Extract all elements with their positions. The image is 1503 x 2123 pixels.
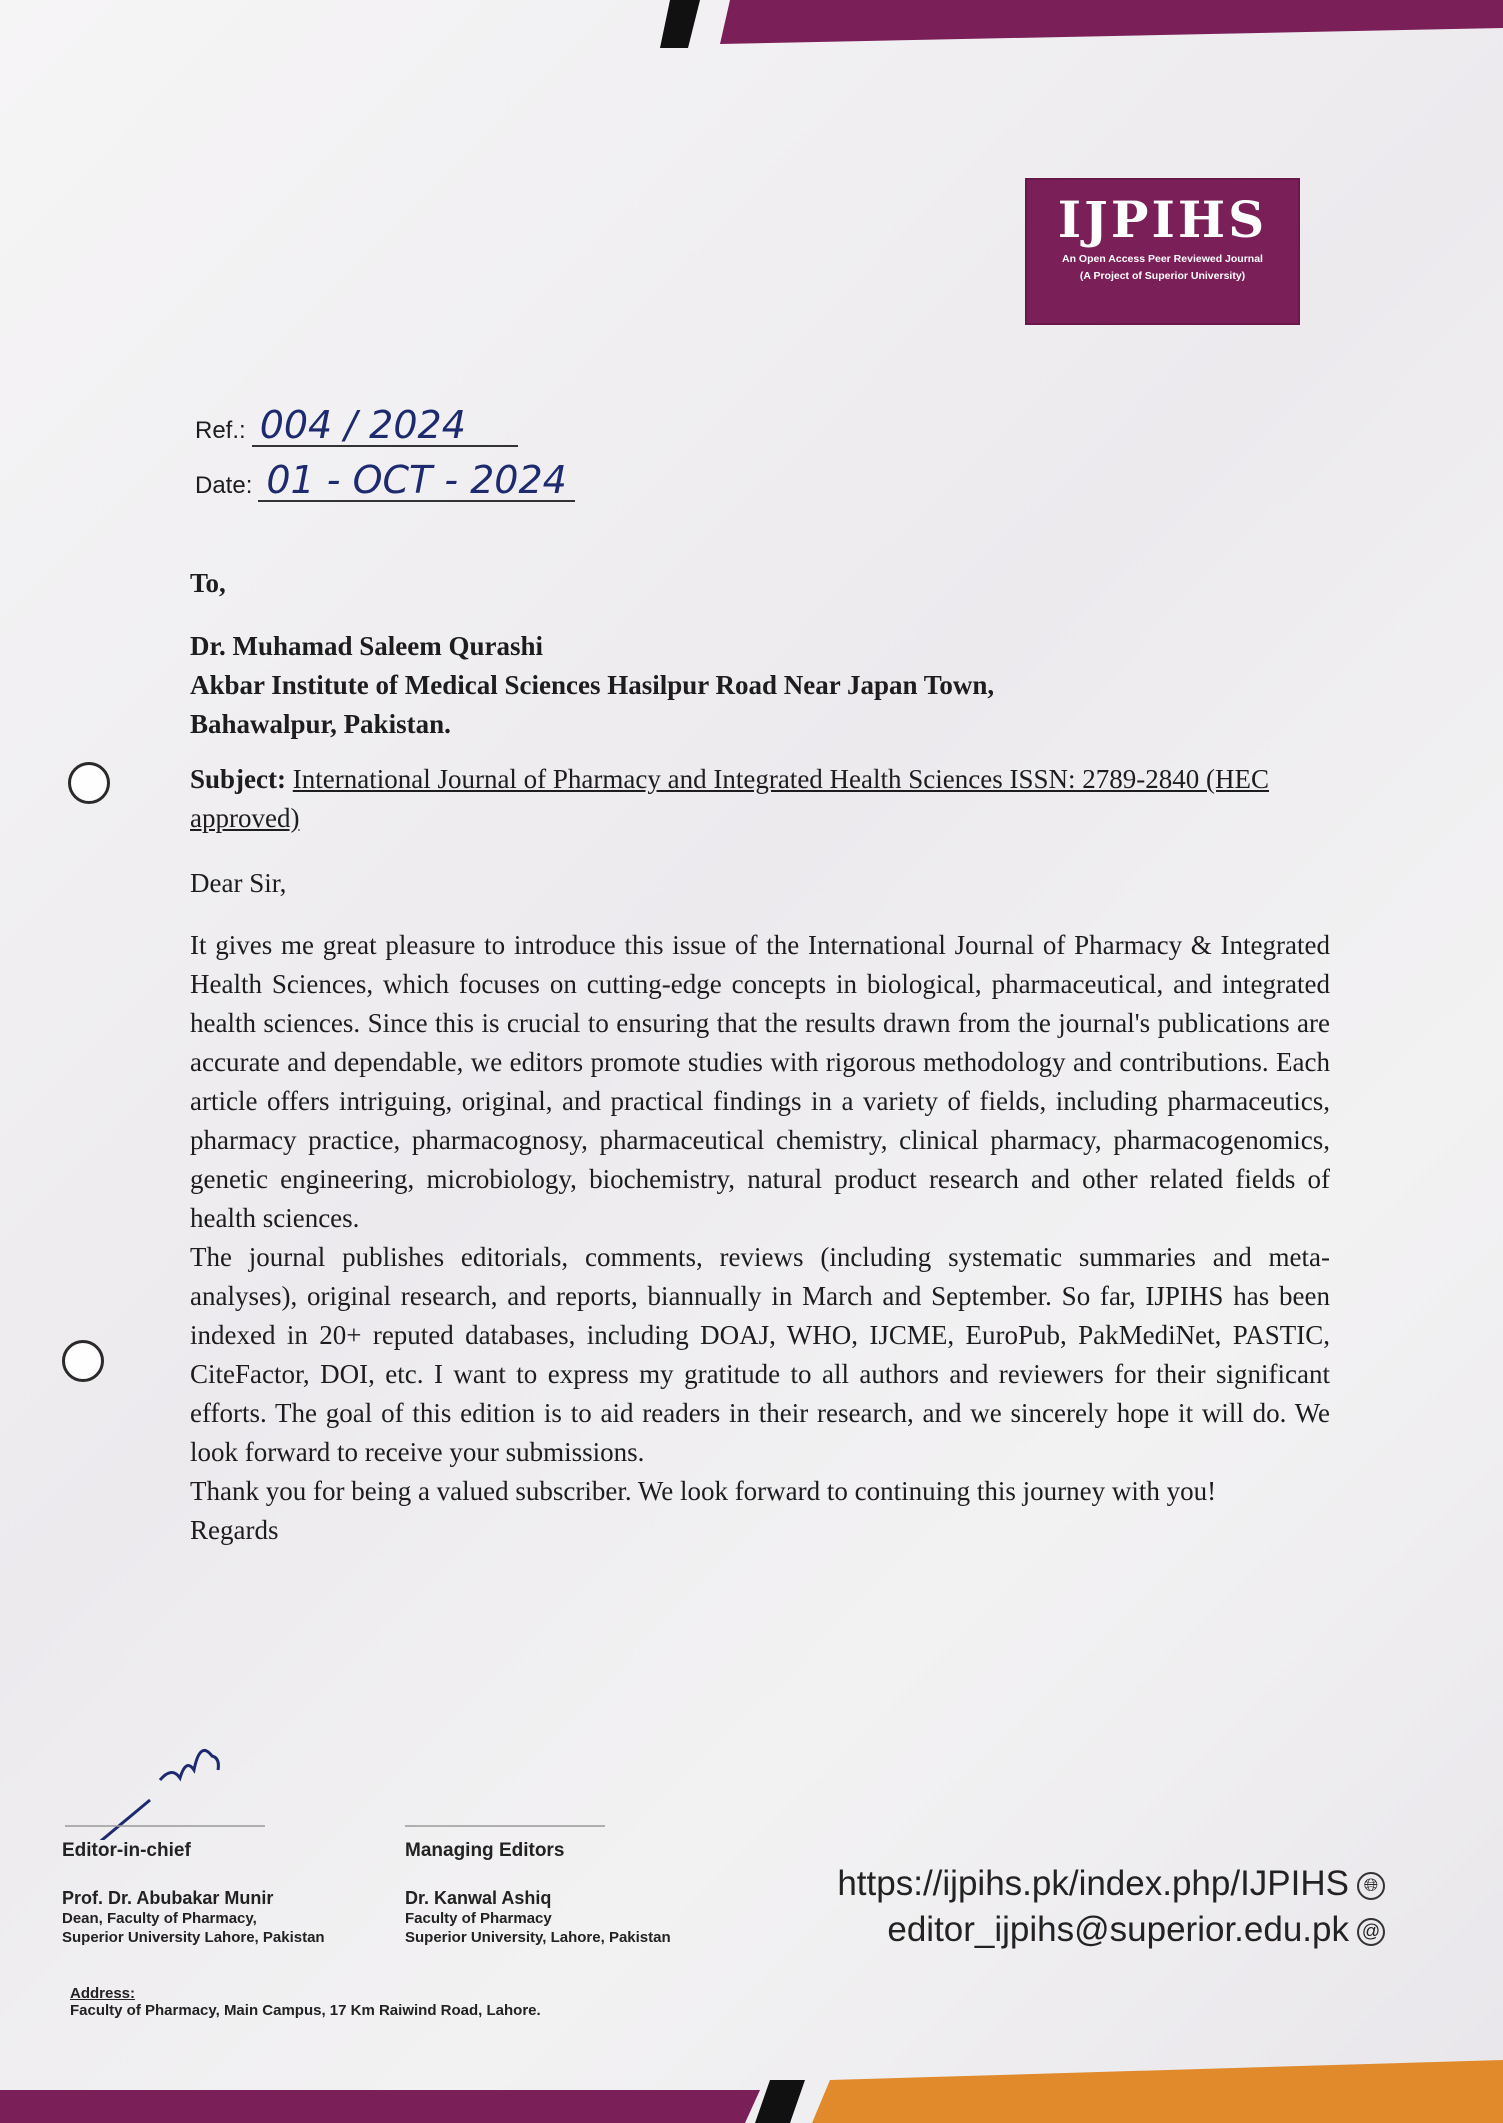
body-paragraph-2: The journal publishes editorials, comments, reviews (including systematic summaries and meta-analyses), original research, and reports, biannually in March and September. So far, IJPIHS has been indexed in 20+ reputed databases, including DOAJ, WHO, IJCME, EuroPub, PakMediNet, PASTIC, CiteFactor, DOI, etc. I want to express my gratitude to all authors and reviewers for their significant efforts. The goal of this edition is to aid readers in their research, and we sincerely hope it will do. We look forward to receive your submissions. (190, 1242, 1330, 1467)
letter-body (190, 926, 1330, 1550)
header-black-stripe (660, 0, 700, 48)
editor-in-chief-line-1: Dean, Faculty of Pharmacy, (62, 1910, 257, 1927)
managing-editors-block (405, 1840, 671, 1947)
address-label: Address: (70, 1985, 136, 2002)
editor-signature (60, 1700, 260, 1840)
footer-orange-band (812, 2060, 1503, 2123)
email-link[interactable]: editor_ijpihs@superior.edu.pk (887, 1910, 1349, 1949)
logo-title: IJPIHS (1057, 190, 1268, 249)
punch-hole-bottom (62, 1340, 104, 1382)
website-link[interactable]: https://ijpihs.pk/index.php/IJPIHS (837, 1864, 1349, 1903)
editor-in-chief-block (62, 1840, 325, 1947)
ref-label: Ref.: (195, 417, 246, 444)
signature-lines (65, 1824, 625, 1828)
punch-hole-top (68, 762, 110, 804)
email-line (887, 1910, 1385, 1950)
date-row (195, 460, 575, 502)
subject-label: Subject: (190, 764, 286, 794)
header-decoration (0, 0, 1503, 50)
managing-editor-line-1: Faculty of Pharmacy (405, 1910, 552, 1927)
at-icon: @ (1357, 1918, 1385, 1946)
address-text: Faculty of Pharmacy, Main Campus, 17 Km Raiwind Road, Lahore. (70, 2002, 541, 2019)
body-closing: Regards (190, 1515, 279, 1545)
recipient-address-1: Akbar Institute of Medical Sciences Hasilpur Road Near Japan Town, (190, 670, 995, 700)
body-paragraph-1: It gives me great pleasure to introduce this issue of the International Journal of Pharmacy & Integrated Health Sciences, which focuses on cutting-edge concepts in biological, pharmaceutical, and integrated health sciences. Since this is crucial to ensuring that the results drawn from the journal's publications are accurate and dependable, we editors promote studies with rigorous methodology and contributions. Each article offers intriguing, original, and practical findings in a variety of fields, including pharmaceutics, pharmacy practice, pharmacognosy, pharmaceutical chemistry, clinical pharmacy, pharmacogenomics, genetic engineering, microbiology, biochemistry, natural product research and other related fields of health sciences. (190, 930, 1330, 1233)
editor-in-chief-title: Editor-in-chief (62, 1840, 191, 1861)
date-value: 01 - OCT - 2024 (258, 460, 574, 502)
recipient-address-2: Bahawalpur, Pakistan. (190, 709, 451, 739)
recipient-block (190, 627, 1330, 744)
body-paragraph-3: Thank you for being a valued subscriber. We look forward to continuing this journey with you! (190, 1476, 1217, 1506)
editor-in-chief-line-2: Superior University Lahore, Pakistan (62, 1929, 325, 1946)
globe-icon: 🌐︎ (1357, 1872, 1385, 1900)
recipient-name: Dr. Muhamad Saleem Qurashi (190, 631, 544, 661)
greeting: Dear Sir, (190, 868, 287, 898)
logo-subtitle-1: An Open Access Peer Reviewed Journal (1062, 253, 1263, 265)
footer-magenta-band (0, 2090, 760, 2123)
header-magenta-band (720, 0, 1503, 44)
managing-editors-title: Managing Editors (405, 1840, 565, 1861)
journal-logo (1025, 178, 1300, 325)
salutation-to: To, (190, 568, 226, 598)
logo-subtitle-2: (A Project of Superior University) (1079, 270, 1246, 282)
date-label: Date: (195, 472, 253, 499)
subject-text: International Journal of Pharmacy and Integrated Health Sciences ISSN: 2789-2840 (HEC approved) (190, 764, 1269, 833)
editor-in-chief-name: Prof. Dr. Abubakar Munir (62, 1888, 274, 1908)
website-line (837, 1864, 1385, 1904)
managing-editor-name: Dr. Kanwal Ashiq (405, 1888, 552, 1908)
subject-line (190, 760, 1330, 838)
ref-value: 004 / 2024 (252, 405, 518, 447)
footer-decoration (0, 2060, 1503, 2123)
footer-black-stripe (755, 2080, 805, 2123)
managing-editor-line-2: Superior University, Lahore, Pakistan (405, 1929, 671, 1946)
ref-row (195, 405, 518, 447)
address-block (70, 1985, 541, 2019)
